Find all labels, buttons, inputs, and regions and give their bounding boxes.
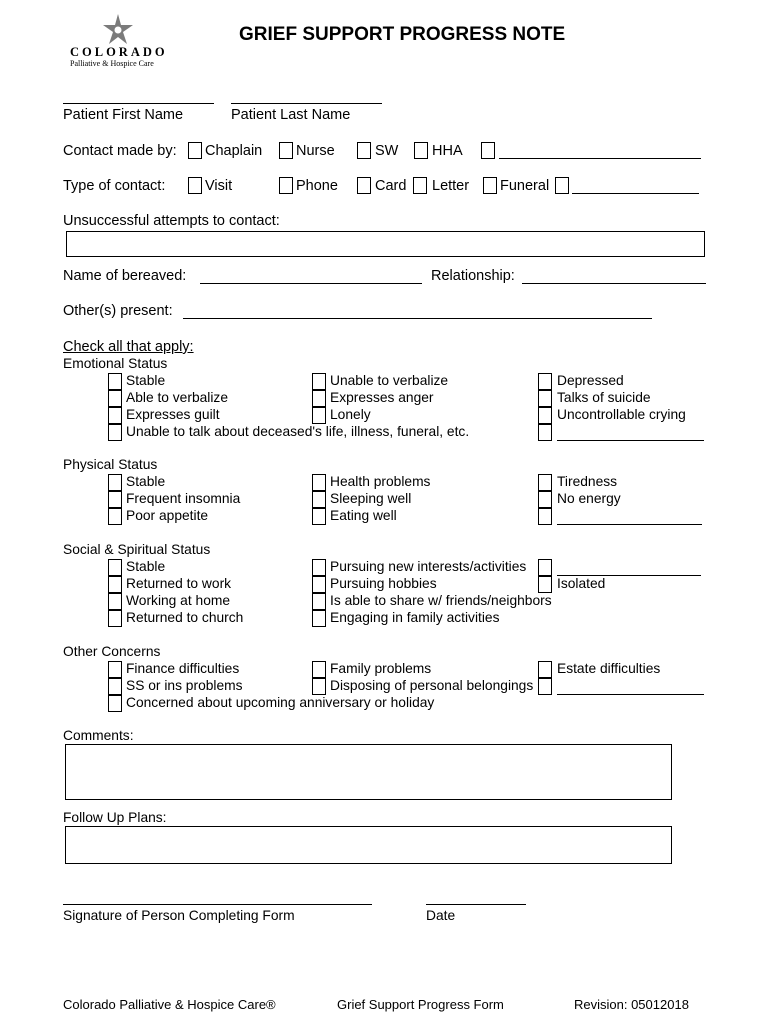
other-anniversary-label: Concerned about upcoming anniversary or holiday [126, 695, 435, 710]
type-funeral-checkbox[interactable] [483, 177, 497, 194]
signature-label: Signature of Person Completing Form [63, 908, 295, 923]
footer-center: Grief Support Progress Form [337, 997, 504, 1012]
physical-other-line[interactable] [557, 524, 702, 525]
emotional-able-verbalize-checkbox[interactable] [108, 390, 122, 407]
social-working-home-checkbox[interactable] [108, 593, 122, 610]
logo-star-icon [101, 13, 135, 47]
follow-up-field[interactable] [65, 826, 672, 864]
social-returned-church-checkbox[interactable] [108, 610, 122, 627]
others-present-line[interactable] [183, 318, 652, 319]
emotional-crying-checkbox[interactable] [538, 407, 552, 424]
type-letter-checkbox[interactable] [413, 177, 427, 194]
social-isolated-checkbox[interactable] [538, 576, 552, 593]
type-letter-label: Letter [432, 178, 470, 194]
logo-tagline: Palliative & Hospice Care [70, 59, 154, 68]
social-working-home-label: Working at home [126, 593, 231, 608]
emotional-lonely-label: Lonely [330, 407, 371, 422]
bereaved-line[interactable] [200, 283, 422, 284]
contact-nurse-label: Nurse [296, 143, 335, 159]
physical-tiredness-checkbox[interactable] [538, 474, 552, 491]
type-card-label: Card [375, 178, 407, 194]
patient-first-name-line[interactable] [63, 103, 214, 104]
others-present-label: Other(s) present: [63, 303, 173, 319]
logo-name: COLORADO [70, 45, 168, 59]
comments-label: Comments: [63, 728, 134, 743]
emotional-suicide-checkbox[interactable] [538, 390, 552, 407]
other-anniversary-checkbox[interactable] [108, 695, 122, 712]
follow-up-label: Follow Up Plans: [63, 810, 167, 825]
physical-other-checkbox[interactable] [538, 508, 552, 525]
footer-right: Revision: 05012018 [574, 997, 689, 1012]
contact-other-checkbox[interactable] [481, 142, 495, 159]
emotional-status-heading: Emotional Status [63, 356, 168, 371]
emotional-guilt-label: Expresses guilt [126, 407, 220, 422]
physical-stable-label: Stable [126, 474, 166, 489]
other-belongings-label: Disposing of personal belongings [330, 678, 534, 693]
other-estate-label: Estate difficulties [557, 661, 661, 676]
emotional-anger-checkbox[interactable] [312, 390, 326, 407]
unsuccessful-attempts-label: Unsuccessful attempts to contact: [63, 213, 280, 229]
other-other-line[interactable] [557, 694, 704, 695]
other-estate-checkbox[interactable] [538, 661, 552, 678]
social-isolated-label: Isolated [557, 576, 606, 591]
type-card-checkbox[interactable] [357, 177, 371, 194]
other-other-checkbox[interactable] [538, 678, 552, 695]
other-family-problems-checkbox[interactable] [312, 661, 326, 678]
contact-chaplain-label: Chaplain [205, 143, 263, 159]
physical-no-energy-label: No energy [557, 491, 621, 506]
type-phone-label: Phone [296, 178, 338, 194]
patient-first-name-label: Patient First Name [63, 107, 184, 123]
contact-other-line[interactable] [499, 158, 701, 159]
other-belongings-checkbox[interactable] [312, 678, 326, 695]
social-share-checkbox[interactable] [312, 593, 326, 610]
date-label: Date [426, 908, 456, 923]
social-stable-label: Stable [126, 559, 166, 574]
check-all-heading: Check all that apply: [63, 339, 194, 355]
type-visit-label: Visit [205, 178, 233, 194]
contact-sw-checkbox[interactable] [357, 142, 371, 159]
relationship-line[interactable] [522, 283, 706, 284]
contact-sw-label: SW [375, 143, 399, 159]
type-phone-checkbox[interactable] [279, 177, 293, 194]
other-ss-label: SS or ins problems [126, 678, 243, 693]
physical-health-problems-checkbox[interactable] [312, 474, 326, 491]
physical-eating-well-label: Eating well [330, 508, 397, 523]
social-family-activities-label: Engaging in family activities [330, 610, 500, 625]
emotional-other-line[interactable] [557, 440, 704, 441]
emotional-suicide-label: Talks of suicide [557, 390, 651, 405]
footer-left: Colorado Palliative & Hospice Care® [63, 997, 276, 1012]
social-returned-work-label: Returned to work [126, 576, 232, 591]
emotional-stable-checkbox[interactable] [108, 373, 122, 390]
emotional-guilt-checkbox[interactable] [108, 407, 122, 424]
social-share-label: Is able to share w/ friends/neighbors [330, 593, 552, 608]
unsuccessful-attempts-field[interactable] [66, 231, 705, 257]
social-stable-checkbox[interactable] [108, 559, 122, 576]
physical-no-energy-checkbox[interactable] [538, 491, 552, 508]
patient-last-name-line[interactable] [231, 103, 382, 104]
emotional-anger-label: Expresses anger [330, 390, 434, 405]
emotional-depressed-label: Depressed [557, 373, 624, 388]
emotional-crying-label: Uncontrollable crying [557, 407, 686, 422]
emotional-unable-talk-checkbox[interactable] [108, 424, 122, 441]
emotional-stable-label: Stable [126, 373, 166, 388]
physical-eating-well-checkbox[interactable] [312, 508, 326, 525]
physical-status-heading: Physical Status [63, 457, 158, 472]
social-hobbies-label: Pursuing hobbies [330, 576, 437, 591]
contact-nurse-checkbox[interactable] [279, 142, 293, 159]
emotional-unable-verbalize-label: Unable to verbalize [330, 373, 449, 388]
physical-stable-checkbox[interactable] [108, 474, 122, 491]
emotional-lonely-checkbox[interactable] [312, 407, 326, 424]
physical-tiredness-label: Tiredness [557, 474, 618, 489]
physical-insomnia-checkbox[interactable] [108, 491, 122, 508]
social-returned-church-label: Returned to church [126, 610, 244, 625]
type-other-checkbox[interactable] [555, 177, 569, 194]
bereaved-label: Name of bereaved: [63, 268, 187, 284]
contact-hha-checkbox[interactable] [414, 142, 428, 159]
patient-last-name-label: Patient Last Name [231, 107, 351, 123]
social-returned-work-checkbox[interactable] [108, 576, 122, 593]
physical-insomnia-label: Frequent insomnia [126, 491, 241, 506]
social-family-activities-checkbox[interactable] [312, 610, 326, 627]
other-concerns-heading: Other Concerns [63, 644, 161, 659]
other-finance-checkbox[interactable] [108, 661, 122, 678]
other-finance-label: Finance difficulties [126, 661, 240, 676]
physical-health-problems-label: Health problems [330, 474, 431, 489]
other-ss-checkbox[interactable] [108, 678, 122, 695]
physical-appetite-label: Poor appetite [126, 508, 209, 523]
social-new-interests-label: Pursuing new interests/activities [330, 559, 527, 574]
physical-sleeping-well-checkbox[interactable] [312, 491, 326, 508]
physical-sleeping-well-label: Sleeping well [330, 491, 412, 506]
relationship-label: Relationship: [431, 268, 515, 284]
other-family-problems-label: Family problems [330, 661, 432, 676]
contact-hha-label: HHA [432, 143, 463, 159]
type-other-line[interactable] [572, 193, 699, 194]
emotional-unable-talk-label: Unable to talk about deceased's life, illness, funeral, etc. [126, 424, 470, 439]
emotional-depressed-checkbox[interactable] [538, 373, 552, 390]
emotional-able-verbalize-label: Able to verbalize [126, 390, 229, 405]
type-of-contact-label: Type of contact: [63, 178, 166, 194]
emotional-other-checkbox[interactable] [538, 424, 552, 441]
comments-field[interactable] [65, 744, 672, 800]
contact-chaplain-checkbox[interactable] [188, 142, 202, 159]
physical-appetite-checkbox[interactable] [108, 508, 122, 525]
signature-line[interactable] [63, 904, 372, 905]
type-funeral-label: Funeral [500, 178, 550, 194]
social-other-checkbox[interactable] [538, 559, 552, 576]
social-new-interests-checkbox[interactable] [312, 559, 326, 576]
date-line[interactable] [426, 904, 526, 905]
social-hobbies-checkbox[interactable] [312, 576, 326, 593]
social-status-heading: Social & Spiritual Status [63, 542, 211, 557]
contact-made-by-label: Contact made by: [63, 143, 177, 159]
page-title: GRIEF SUPPORT PROGRESS NOTE [239, 24, 566, 45]
type-visit-checkbox[interactable] [188, 177, 202, 194]
emotional-unable-verbalize-checkbox[interactable] [312, 373, 326, 390]
